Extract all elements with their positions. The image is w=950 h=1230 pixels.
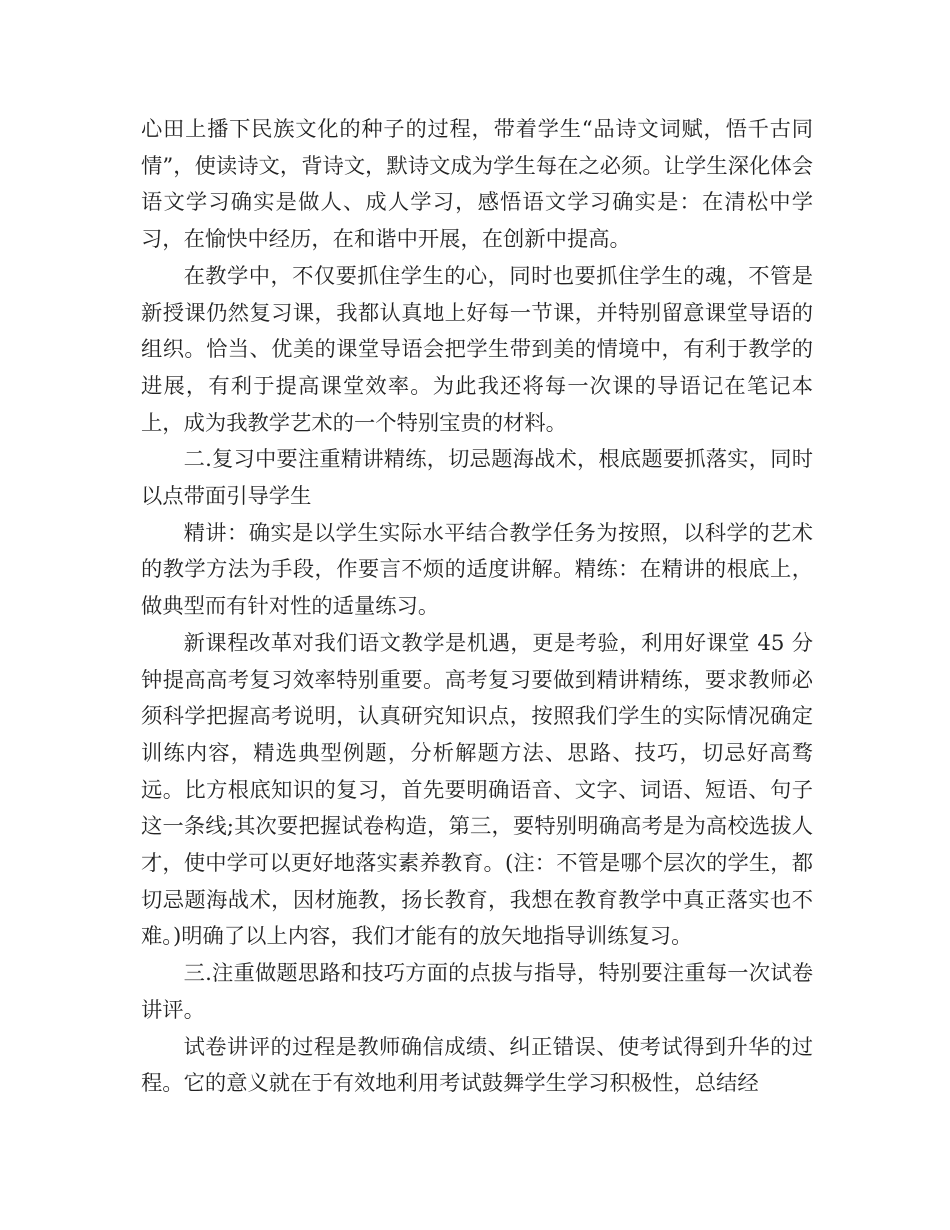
section-heading-2: 二.复习中要注重精讲精练，切忌题海战术，根底题要抓落实，同时以点带面引导学生 (141, 447, 813, 510)
paragraph-3: 精讲：确实是以学生实际水平结合教学任务为按照，以科学的艺术的教学方法为手段，作要言不烦的适度讲解。精练：在精讲的根底上，做典型而有针对性的适量练习。 (141, 520, 813, 620)
paragraph-2: 在教学中，不仅要抓住学生的心，同时也要抓住学生的魂，不管是新授课仍然复习课，我都认真地上好每一节课，并特别留意课堂导语的组织。恰当、优美的课堂导语会把学生带到美的情境中，有利于教学的进展，有利于提高课堂效率。为此我还将每一次课的导语记在笔记本上，成为我教学艺术的一个特别宝贵的材料。 (141, 263, 813, 436)
paragraph-4: 新课程改革对我们语文教学是机遇，更是考验，利用好课堂 45 分钟提高高考复习效率特别重要。高考复习要做到精讲精练，要求教师必须科学把握高考说明，认真研究知识点，按照我们学生的实际情况确定训练内容，精选典型例题，分析解题方法、思路、技巧，切忌好高骛远。比方根底知识的复习，首先要明确语音、文字、词语、短语、句子这一条线;其次要把握试卷构造，第三，要特别明确高考是为高校选拔人才，使中学可以更好地落实素养教育。(注：不管是哪个层次的学生，都切忌题海战术，因材施教，扬长教育，我想在教育教学中真正落实也不难。)明确了以上内容，我们才能有的放矢地指导训练复习。 (141, 630, 813, 950)
document-page (141, 112, 813, 1103)
section-heading-3: 三.注重做题思路和技巧方面的点拔与指导，特别要注重每一次试卷讲评。 (141, 961, 813, 1023)
paragraph-1: 心田上播下民族文化的种子的过程，带着学生“品诗文词赋，悟千古同情”，使读诗文，背诗文，默诗文成为学生每在之必须。让学生深化体会语文学习确实是做人、成人学习，感悟语文学习确实是：在清松中学习，在愉快中经历，在和谐中开展，在创新中提高。 (141, 117, 813, 253)
paragraph-5: 试卷讲评的过程是教师确信成绩、纠正错误、使考试得到升华的过程。它的意义就在于有效地利用考试鼓舞学生学习积极性，总结经 (141, 1034, 813, 1097)
